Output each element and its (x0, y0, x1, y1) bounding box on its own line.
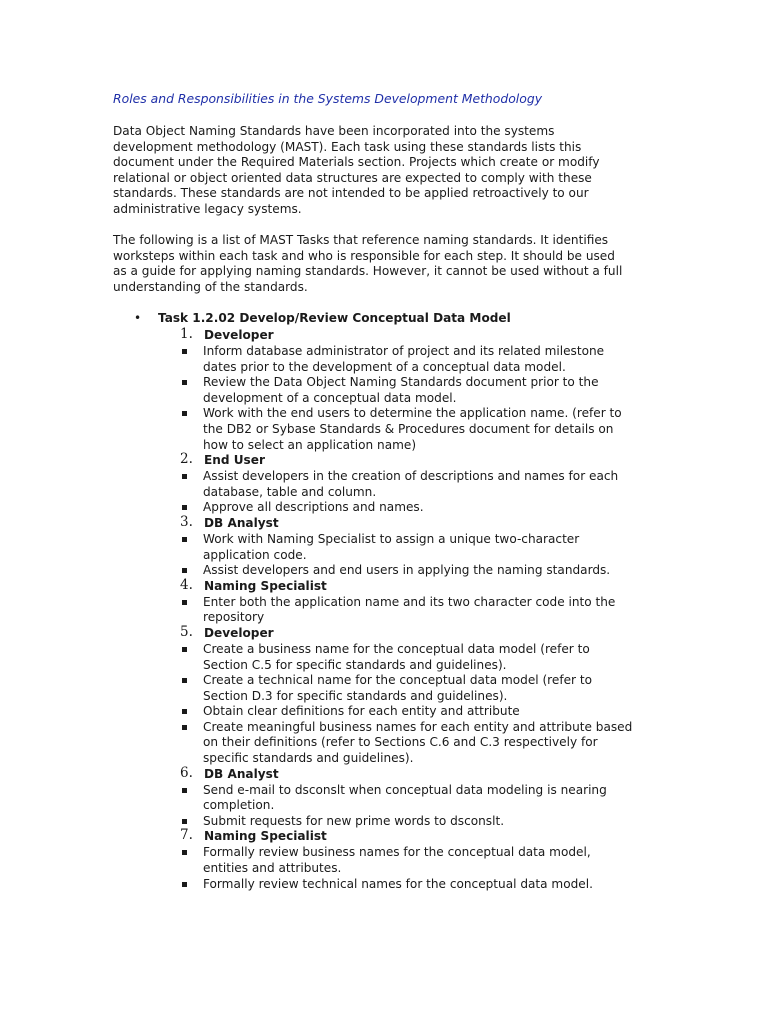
role-name: Developer (204, 625, 274, 640)
paragraph-line: worksteps within each task and who is responsible for each step. It should be used (113, 248, 615, 263)
role-heading (180, 513, 660, 532)
square-bullet-icon (182, 788, 187, 793)
square-bullet-icon (182, 474, 187, 479)
list-item-line: database, table and column. (203, 484, 377, 499)
list-item (180, 642, 660, 673)
role-section (180, 328, 660, 453)
list-item-line: Work with Naming Specialist to assign a unique two-character (203, 531, 580, 546)
task-label: Task 1.2.02 Develop/Review Conceptual Data Model (158, 311, 511, 325)
role-name: Developer (204, 328, 274, 342)
paragraph-line: understanding of the standards. (113, 279, 308, 294)
list-item-line: the DB2 or Sybase Standards & Procedures document for details on (203, 421, 614, 436)
list-item (180, 877, 660, 893)
list-item (180, 845, 660, 876)
list-item (180, 532, 660, 563)
role-section (180, 576, 660, 626)
list-item-line: dates prior to the development of a conceptual data model. (203, 359, 566, 374)
role-number: 2. (180, 451, 193, 468)
square-bullet-icon (182, 537, 187, 542)
list-item (180, 673, 660, 704)
square-bullet-icon (182, 882, 187, 887)
paragraph-line: standards. These standards are not intended to be applied retroactively to our (113, 186, 589, 201)
list-item-line: application code. (203, 547, 307, 562)
list-item-line: Submit requests for new prime words to dsconslt. (203, 813, 505, 828)
square-bullet-icon (182, 380, 187, 385)
square-bullet-icon (182, 678, 187, 683)
paragraph-line: as a guide for applying naming standards. However, it cannot be used without a full (113, 264, 623, 279)
list-item-line: Enter both the application name and its two character code into the (203, 594, 616, 609)
paragraph-line: development methodology (MAST). Each task using these standards lists this (113, 139, 582, 154)
role-section (180, 453, 660, 516)
list-item (180, 704, 660, 720)
square-bullet-icon (182, 411, 187, 416)
roles-list (180, 328, 660, 892)
role-heading (180, 623, 660, 642)
paragraph-line: Data Object Naming Standards have been incorporated into the systems (113, 124, 555, 138)
list-item-line: Formally review business names for the conceptual data model, (203, 845, 591, 860)
list-item-line: how to select an application name) (203, 437, 417, 452)
paragraph-line: The following is a list of MAST Tasks that reference naming standards. It identifies (113, 233, 609, 247)
role-name: DB Analyst (204, 766, 279, 781)
intro-paragraph (113, 124, 653, 218)
role-name: Naming Specialist (204, 578, 327, 593)
square-bullet-icon (182, 850, 187, 855)
square-bullet-icon (182, 568, 187, 573)
role-heading (180, 764, 660, 783)
list-item-line: Work with the end users to determine the application name. (refer to (203, 406, 622, 421)
role-section (180, 623, 660, 767)
list-item-line: entities and attributes. (203, 861, 342, 876)
role-name: Naming Specialist (204, 829, 327, 844)
role-heading (180, 576, 660, 595)
list-item (180, 720, 660, 767)
square-bullet-icon (182, 349, 187, 354)
role-heading (180, 328, 660, 344)
list-item-line: specific standards and guidelines). (203, 751, 414, 766)
role-heading (180, 453, 660, 469)
list-item-line: Formally review technical names for the conceptual data model. (203, 876, 593, 891)
role-number: 1. (180, 326, 193, 342)
paragraph-line: administrative legacy systems. (113, 201, 302, 216)
square-bullet-icon (182, 600, 187, 605)
list-item-line: development of a conceptual data model. (203, 390, 457, 405)
list-item (180, 563, 660, 579)
square-bullet-icon (182, 505, 187, 510)
list-item (180, 783, 660, 814)
list-item-line: Create meaningful business names for each entity and attribute based (203, 719, 633, 734)
list-item-line: Create a technical name for the conceptual data model (refer to (203, 673, 592, 688)
list-item-line: completion. (203, 798, 275, 813)
role-number: 4. (180, 576, 193, 593)
role-name: End User (204, 453, 265, 468)
list-item-line: Section C.5 for specific standards and guidelines). (203, 657, 507, 672)
list-item-line: Section D.3 for specific standards and guidelines). (203, 688, 508, 703)
role-number: 7. (180, 827, 193, 844)
list-item (180, 500, 660, 516)
role-number: 5. (180, 623, 193, 640)
square-bullet-icon (182, 725, 187, 730)
role-number: 3. (180, 513, 193, 530)
paragraph-line: relational or object oriented data structures are expected to comply with these (113, 170, 592, 185)
list-item (180, 344, 660, 375)
square-bullet-icon (182, 709, 187, 714)
role-section (180, 513, 660, 579)
role-heading (180, 829, 660, 845)
list-item-line: Approve all descriptions and names. (203, 500, 424, 515)
list-item-line: on their definitions (refer to Sections C.6 and C.3 respectively for (203, 735, 598, 750)
paragraph-line: document under the Required Materials section. Projects which create or modify (113, 155, 600, 170)
list-item (180, 595, 660, 626)
role-name: DB Analyst (204, 515, 279, 530)
list-item (180, 406, 660, 453)
square-bullet-icon (182, 647, 187, 652)
list-item-line: Assist developers and end users in applying the naming standards. (203, 563, 611, 578)
mast-tasks-paragraph (113, 233, 653, 295)
role-section (180, 764, 660, 830)
list-item-line: Inform database administrator of project and its related milestone (203, 344, 605, 358)
list-item-line: Create a business name for the conceptual data model (refer to (203, 641, 590, 656)
list-item-line: Assist developers in the creation of descriptions and names for each (203, 469, 619, 484)
list-item (180, 375, 660, 406)
list-item-line: Send e-mail to dsconslt when conceptual data modeling is nearing (203, 782, 607, 797)
list-item-line: Obtain clear definitions for each entity and attribute (203, 704, 520, 719)
role-number: 6. (180, 764, 193, 781)
document-title: Roles and Responsibilities in the Systems Development Methodology (113, 91, 543, 106)
list-item (180, 469, 660, 500)
bullet-icon: • (134, 311, 142, 325)
list-item-line: repository (203, 610, 265, 625)
list-item (180, 814, 660, 830)
list-item-line: Review the Data Object Naming Standards document prior to the (203, 375, 599, 390)
role-section (180, 829, 660, 892)
square-bullet-icon (182, 819, 187, 824)
